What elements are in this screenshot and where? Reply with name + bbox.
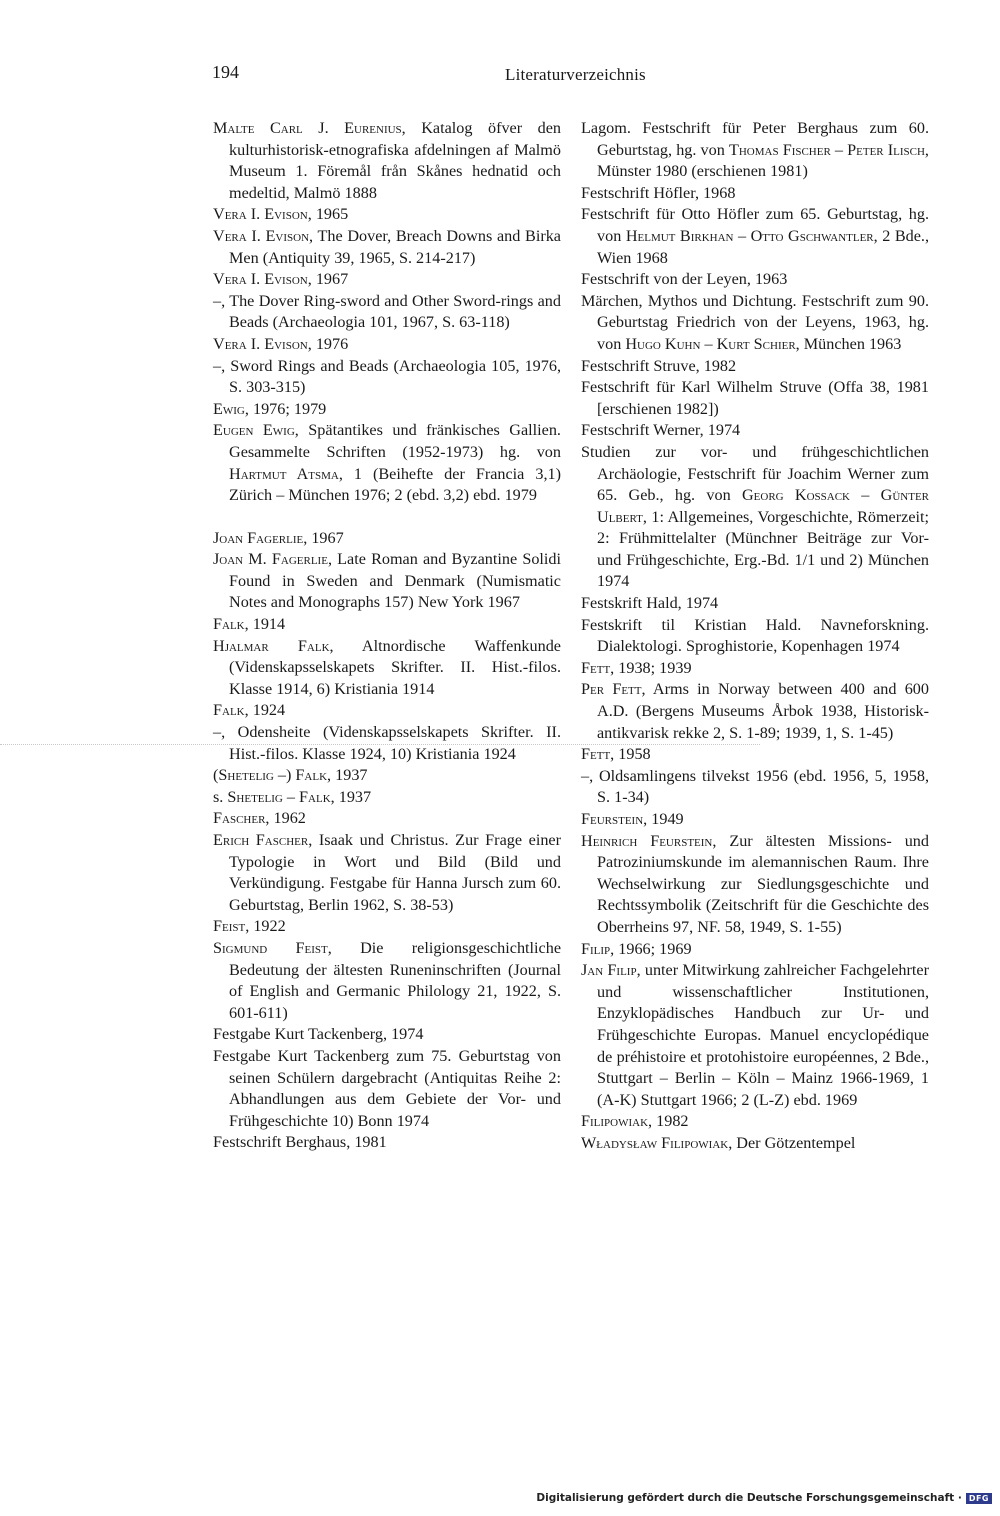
entry-text: 1938; 1939 [614,658,692,677]
entry-text: –, Oldsamlingens tilvekst 1956 (ebd. 1956, 5, 1958, S. 1-34) [581,766,929,807]
entry-text: Festgabe Kurt Tackenberg, 1974 [213,1025,424,1044]
bibliography-entry [213,1132,561,1154]
bibliography-entry [213,291,561,334]
bibliography-entry [581,291,929,356]
bibliography-entry [213,916,561,938]
author-name: Vera I. Evison, [213,334,312,353]
entry-text: München 1963 [799,334,902,353]
author-name: Fascher, [213,809,270,828]
dfg-logo-icon: DFG [966,1493,992,1504]
bibliography-entry [581,118,929,183]
entry-text: unter Mitwirkung zahlreicher Fachgelehrter und wissenschaftlicher Institutionen, Enzyklopädisches Handbuch zur Ur- und Frühgeschichte Europas. Manuel encyclopédique de préhistoire et protohistoire européennes, 2 Bde., Stuttgart – Berlin – Köln – Mainz 1966-1969, 1 (A-K) Stuttgart 1966; 2 (L-Z) ebd. 1969 [597,961,929,1109]
bibliography-entry [581,679,929,744]
entry-text: 1982 [652,1112,689,1131]
entry-text: 1949 [647,810,684,828]
entry-text: Festschrift für Otto Höfler zum 65. Geburtstag, hg. von [581,205,929,245]
bibliography-entry [581,1111,929,1133]
author-name: Hugo Kuhn – Kurt Schier, [625,334,800,353]
author-name: Heinrich Feurstein, [581,831,717,850]
author-name: Jan Filip, [581,961,641,980]
bibliography-entry [213,722,561,765]
running-head: Literaturverzeichnis [505,65,646,84]
entry-text: Spätantikes und fränkisches Gallien. Gesammelte Schriften (1952-1973) hg. von [229,421,561,461]
bibliography-entry [581,744,929,766]
entry-text: 1976; 1979 [248,399,327,418]
bibliography-entry [213,636,561,701]
entry-text: Festschrift von der Leyen, 1963 [581,270,788,289]
author-name: Malte Carl J. Eurenius, [213,119,406,137]
bibliography-entry [213,808,561,830]
author-name: Shetelig – [218,766,286,785]
entry-text: Zur ältesten Missions- und Patroziniumskunde im alemannischen Raum. Ihre Wechselwirkung zur Siedlungsgeschichte und Rechtssymbolik (Zeitschrift für die Geschichte des Oberrheins 97, NF. 58, 1949, S. 1-55) [597,831,929,936]
entry-text: Late Roman and Byzantine Solidi Found in Sweden and Denmark (Numismatic Notes and Monographs 157) New York 1967 [229,550,562,612]
bibliography-entry [213,614,561,636]
entry-text: –, Sword Rings and Beads (Archaeologia 105, 1976, S. 303-315) [213,356,561,397]
entry-text: 1962 [269,809,306,828]
author-name: Fett, [581,745,615,764]
author-name: Vera I. Evison, [213,226,314,245]
author-name: Ewig, [213,399,249,418]
bibliography-entry [213,356,561,399]
entry-text: 1 (Beihefte der Francia 3,1) Zürich – München 1976; 2 (ebd. 3,2) ebd. 1979 [229,464,561,505]
entry-text: 1937 [334,787,372,806]
bibliography-entry [581,1133,929,1155]
author-name: Shetelig – Falk, [227,787,335,806]
author-name: Per Fett, [581,680,646,699]
entry-text: 1914 [248,615,286,634]
entry-text: Festschrift Berghaus, 1981 [213,1133,387,1152]
entry-text: 1958 [614,745,651,764]
bibliography-entry [581,593,929,615]
entry-text: Die religionsgeschichtliche Bedeutung der ältesten Runeninschriften (Journal of English and Germanic Philology 21, 1922, S. 601-611) [229,938,561,1022]
bibliography-entry [213,118,561,204]
bibliography-entry [213,830,561,916]
entry-text: Festskrift til Kristian Hald. Navneforskning. Dialektologi. Sproghistorie, Kopenhagen 1974 [581,615,929,656]
entry-text: Münster 1980 (erschienen 1981) [597,162,808,181]
entry-text: 1965 [311,205,349,224]
bibliography-entry [213,204,561,226]
bibliography-entry [213,787,561,809]
bibliography-entry [581,442,929,593]
bibliography-entry [213,765,561,787]
entry-text: 1924 [248,701,286,720]
entry-text: Festskrift Hald, 1974 [581,594,719,613]
entry-text: s. [213,787,228,806]
bibliography-entry [581,356,929,378]
author-name: Władysław Filipowiak, [581,1133,733,1152]
entry-text: Festgabe Kurt Tackenberg zum 75. Geburtstag von seinen Schülern dargebracht (Antiquitas Reihe 2: Abhandlungen aus dem Gebiete der Vor- und Frühgeschichte 10) Bonn 1974 [213,1046,561,1130]
entry-text: 1922 [249,917,286,936]
entry-text: Der Götzentempel [732,1133,856,1152]
entry-text: 1976 [311,334,349,353]
author-name: Joan Fagerlie, [213,528,308,547]
author-name: Vera I. Evison, [213,205,312,224]
bibliography-entry [213,269,561,291]
bibliography-entry [581,658,929,680]
entry-text: Isaak und Christus. Zur Frage einer Typologie in Wort und Bild (Bild und Verkündigung. Festgabe für Hanna Jursch zum 60. Geburtstag, Berlin 1962, S. 38-53) [229,831,562,914]
author-name: Eugen Ewig, [213,421,299,440]
author-name: Joan M. Fagerlie, [213,550,332,569]
entry-text: –, Odensheite (Videnskapsselskapets Skrifter. II. Hist.-filos. Klasse 1924, 10) Kristiania 1924 [213,723,561,763]
bibliography-entry [581,939,929,961]
author-name: Feurstein, [581,810,648,828]
entry-text: Festschrift Höfler, 1968 [581,183,736,202]
author-name: Falk, [295,766,332,785]
bibliography-entry [213,334,561,356]
author-name: Helmut Birkhan – Otto Gschwantler, [625,226,878,245]
entry-text: Märchen, Mythos und Dichtung. Festschrift zum 90. Geburtstag Friedrich von der Leyens, 1963, hg. von [581,291,929,353]
bibliography-entry [213,938,561,1024]
bibliography-entry [213,420,561,506]
page-number: 194 [212,62,239,82]
author-name: Vera I. Evison, [213,270,312,289]
entry-text: Festschrift Struve, 1982 [581,356,737,375]
entry-text: Katalog öfver den kulturhistorisk-etnografiska afdelningen af Malmö Museum 1. Föremål från Skånes hednatid och medeltid, Malmö 1888 [229,119,561,202]
author-name: Hjalmar Falk, [213,636,334,655]
entry-text: 1: Allgemeines, Vorgeschichte, Römerzeit; 2: Frühmittelalter (Münchner Beiträge zur Vor- und Frühgeschichte, Erg.-Bd. 1/1 und 2) München 1974 [597,507,929,591]
bibliography-entry [581,420,929,442]
author-name: Falk, [213,701,249,720]
bibliography-entry [581,269,929,291]
author-name: Falk, [213,615,249,634]
author-name: Sigmund Feist, [213,938,332,957]
entry-text: Festschrift für Karl Wilhelm Struve (Offa 38, 1981 [erschienen 1982]) [581,378,929,418]
entry-text: ) [285,766,296,785]
author-name: Erich Fascher, [213,831,313,849]
entry-text: 1966; 1969 [614,939,692,958]
bibliography-left-column [213,118,561,1154]
author-name: Fett, [581,658,615,677]
bibliography-entry [213,1024,561,1046]
entry-text: 2 Bde., Wien 1968 [597,226,930,267]
entry-text: Altnordische Waffenkunde (Videnskapsselskapets Skrifter. II. Hist.-filos. Klasse 1914, 6) Kristiania 1914 [229,636,561,698]
bibliography-entry [581,204,929,269]
bibliography-entry [581,615,929,658]
entry-text: –, The Dover Ring-sword and Other Sword-rings and Beads (Archaeologia 101, 1967, S. 63-118) [213,291,561,332]
author-name: Filip, [581,939,615,958]
entry-text: 1967 [311,270,349,289]
footer-text: Digitalisierung gefördert durch die Deutsche Forschungsgemeinschaft · [536,1492,962,1504]
entry-text: The Dover, Breach Downs and Birka Men (Antiquity 39, 1965, S. 214-217) [229,226,561,267]
entry-text: 1967 [307,528,344,547]
entry-text: ( [213,766,219,785]
author-name: Filipowiak, [581,1112,653,1131]
bibliography-entry [213,549,561,614]
author-name: Feist, [213,917,250,936]
bibliography-entry [213,1046,561,1132]
digitization-footer [536,1492,992,1504]
entry-text: 1937 [331,766,368,785]
author-name: Georg Kossack – Günter Ulbert, [597,486,930,526]
author-name: Hartmut Atsma, [229,464,343,483]
author-name: Thomas Fischer – Peter Ilisch, [728,140,929,159]
entry-spacer [213,507,561,528]
entry-text: Festschrift Werner, 1974 [581,421,741,440]
bibliography-entry [581,960,929,1111]
bibliography-entry [581,377,929,420]
entry-text: Arms in Norway between 400 and 600 A.D. (Bergens Museums Årbok 1938, Historisk-antikvarisk rekke 2, S. 1-89; 1939, 1, S. 1-45) [597,680,929,742]
bibliography-entry [213,700,561,722]
bibliography-entry [581,766,929,809]
bibliography-entry [581,831,929,939]
bibliography-right-column [581,118,929,1155]
bibliography-entry [213,528,561,550]
entry-text: Lagom. Festschrift für Peter Berghaus zum 60. Geburtstag, hg. von [581,119,929,159]
bibliography-entry [581,809,929,831]
bibliography-entry [213,399,561,421]
bibliography-entry [213,226,561,269]
entry-text: Studien zur vor- und frühgeschichtlichen Archäologie, Festschrift für Joachim Werner zum 65. Geb., hg. von [581,442,929,505]
bibliography-entry [581,183,929,205]
